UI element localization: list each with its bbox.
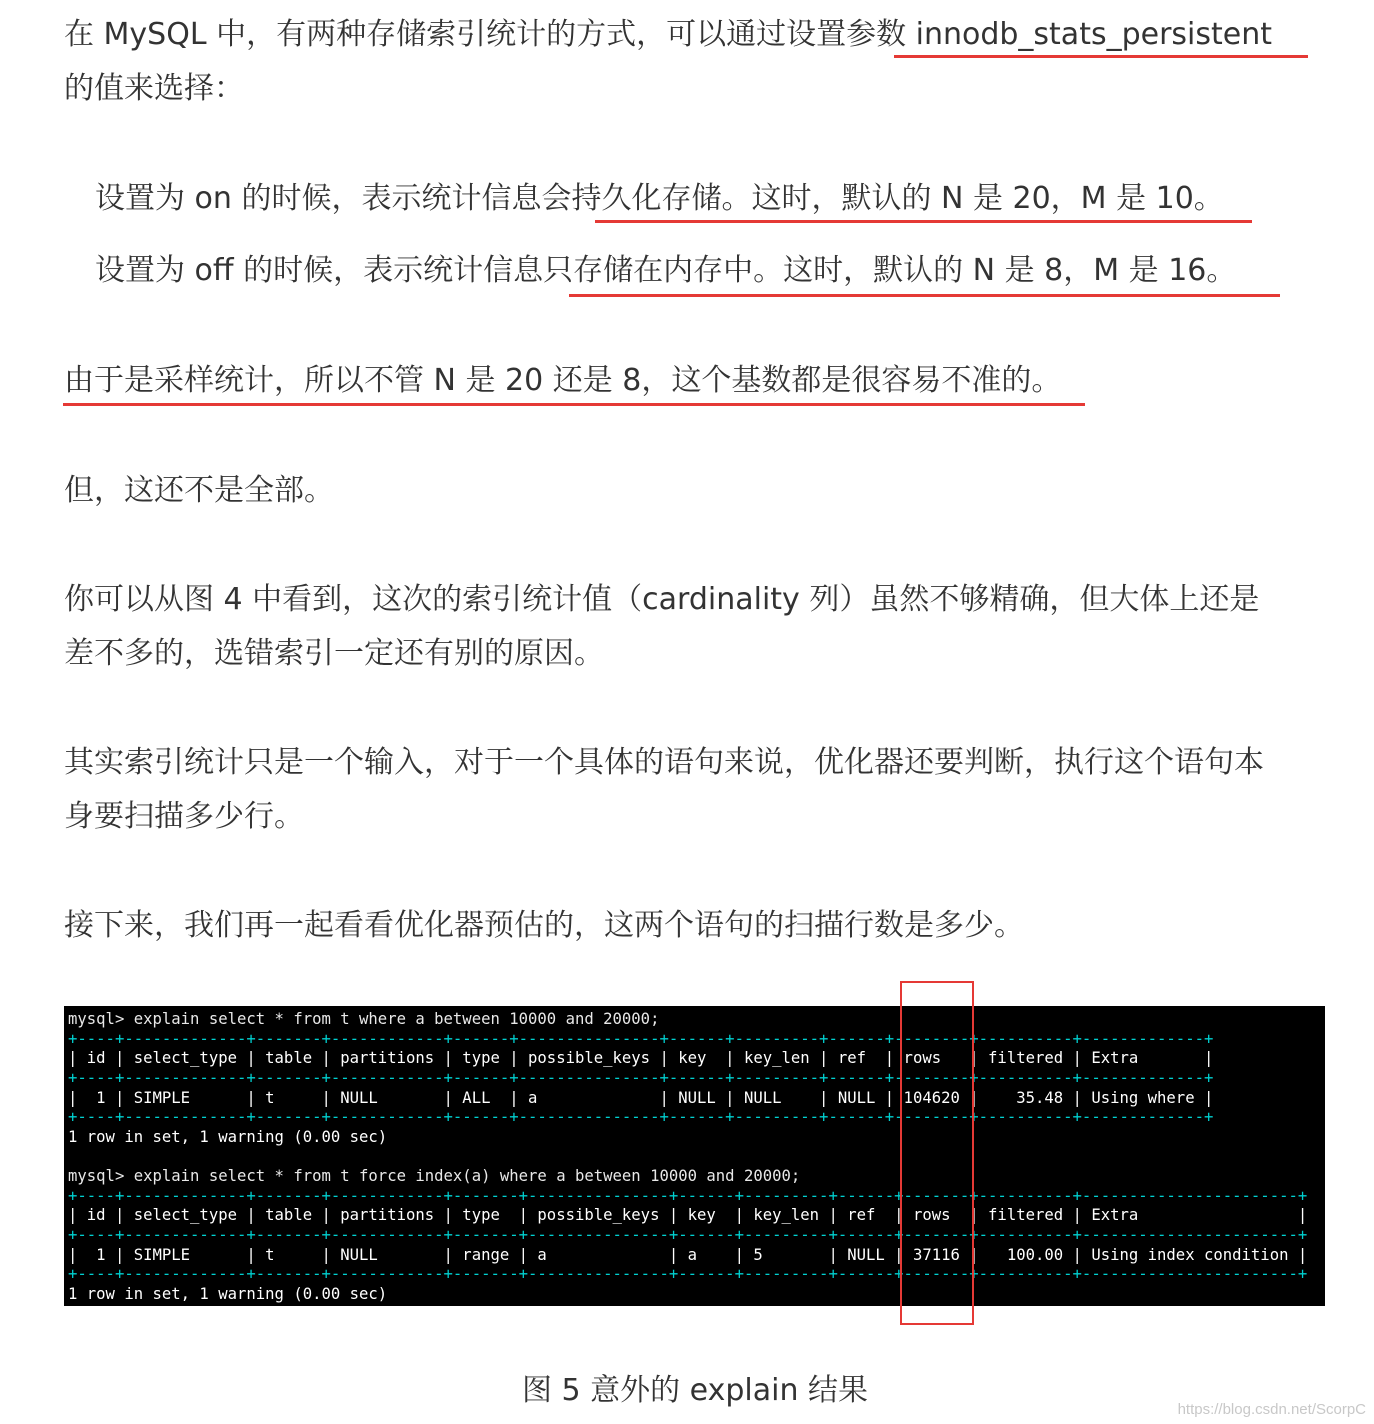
terminal-line: +----+-------------+-------+------------+-------+---------------+------+---------+------+-------+----------+-----------------------+ — [68, 1226, 1308, 1245]
terminal-screenshot — [64, 1006, 1325, 1306]
terminal-line — [68, 1147, 1325, 1167]
paragraph-1-line-1: 在 MySQL 中，有两种存储索引统计的方式，可以通过设置参数 innodb_stats_persistent — [64, 17, 1273, 52]
terminal-line: 1 row in set, 1 warning (0.00 sec) — [68, 1127, 388, 1146]
paragraph-1-line-2: 的值来选择： — [64, 71, 244, 106]
paragraph-next: 接下来，我们再一起看看优化器预估的，这两个语句的扫描行数是多少。 — [64, 908, 1024, 943]
paragraph-not-all: 但，这还不是全部。 — [64, 473, 334, 508]
terminal-line: mysql> explain select * from t force index(a) where a between 10000 and 20000; — [68, 1167, 801, 1186]
underline-sampling — [63, 403, 1085, 406]
underline-innodb-param — [894, 55, 1308, 58]
terminal-line: | 1 | SIMPLE | t | NULL | range | a | a | 5 | NULL | 37116 | 100.00 | Using index condition | — [68, 1245, 1308, 1264]
paragraph-off-setting: 设置为 off 的时候，表示统计信息只存储在内存中。这时，默认的 N 是 8，M 是 16。 — [95, 253, 1237, 288]
rows-column-highlight — [900, 981, 974, 1325]
paragraph-on-setting: 设置为 on 的时候，表示统计信息会持久化存储。这时，默认的 N 是 20，M 是 10。 — [95, 181, 1224, 216]
terminal-line: | id | select_type | table | partitions | type | possible_keys | key | key_len | ref | rows | filtered | Extra | — [68, 1049, 1214, 1068]
terminal-line: +----+-------------+-------+------------+-------+---------------+------+---------+------+-------+----------+-----------------------+ — [68, 1265, 1308, 1284]
paragraph-optimizer-line-1: 其实索引统计只是一个输入，对于一个具体的语句来说，优化器还要判断，执行这个语句本 — [64, 745, 1264, 780]
terminal-line: 1 row in set, 1 warning (0.00 sec) — [68, 1284, 388, 1303]
figure-caption: 图 5 意外的 explain 结果 — [521, 1373, 869, 1408]
paragraph-optimizer-line-2: 身要扫描多少行。 — [64, 799, 304, 834]
watermark: https://blog.csdn.net/ScorpC — [1177, 1401, 1366, 1418]
underline-on-setting — [595, 220, 1252, 223]
terminal-line: +----+-------------+-------+------------+------+---------------+------+---------+------+--------+----------+-------------+ — [68, 1068, 1214, 1087]
terminal-line: | id | select_type | table | partitions | type | possible_keys | key | key_len | ref | rows | filtered | Extra | — [68, 1206, 1308, 1225]
paragraph-cardinality-line-2: 差不多的，选错索引一定还有别的原因。 — [64, 636, 604, 671]
terminal-line: +----+-------------+-------+------------+------+---------------+------+---------+------+--------+----------+-------------+ — [68, 1108, 1214, 1127]
terminal-line: +----+-------------+-------+------------+-------+---------------+------+---------+------+-------+----------+-----------------------+ — [68, 1186, 1308, 1205]
underline-off-setting — [569, 294, 1280, 297]
terminal-line: mysql> explain select * from t where a between 10000 and 20000; — [68, 1010, 660, 1028]
paragraph-cardinality-line-1: 你可以从图 4 中看到，这次的索引统计值（cardinality 列）虽然不够精确，但大体上还是 — [64, 582, 1260, 617]
paragraph-sampling: 由于是采样统计，所以不管 N 是 20 还是 8，这个基数都是很容易不准的。 — [64, 363, 1062, 398]
terminal-line: | 1 | SIMPLE | t | NULL | ALL | a | NULL | NULL | NULL | 104620 | 35.48 | Using where | — [68, 1088, 1214, 1107]
terminal-line: +----+-------------+-------+------------+------+---------------+------+---------+------+--------+----------+-------------+ — [68, 1029, 1214, 1048]
